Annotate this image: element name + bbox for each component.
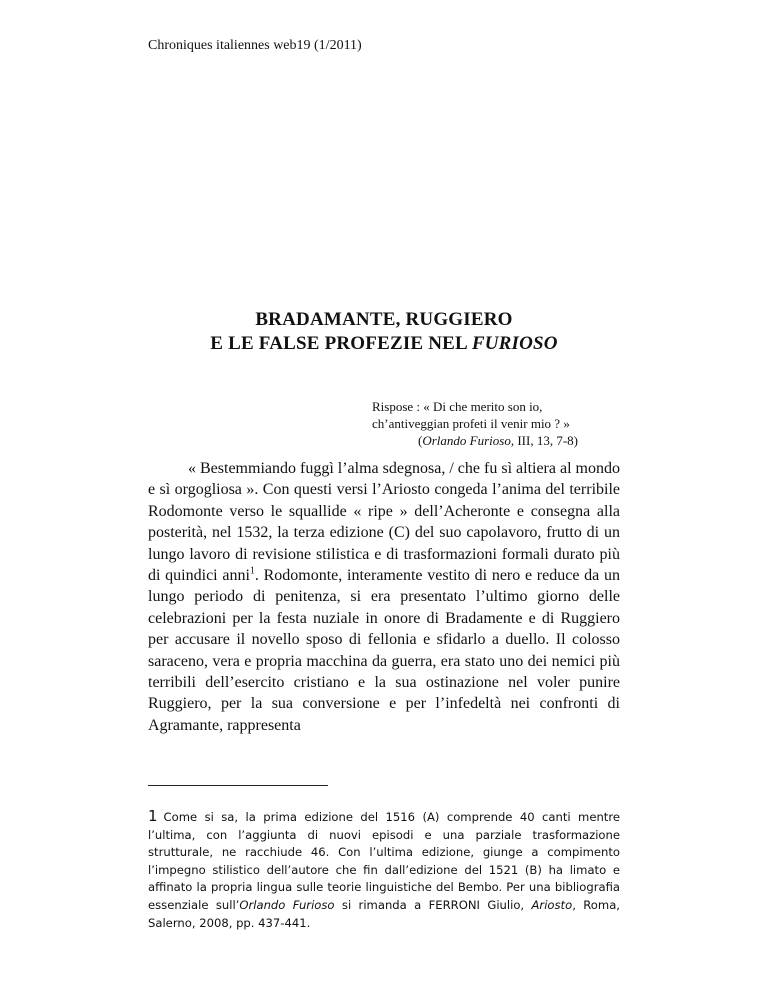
paragraph [148,458,620,736]
title-line-2 [0,332,768,356]
paragraph-text-part-2: . Rodomonte, interamente vestito di nero e reduce da un lungo periodo di penitenza, si era presentato l’ultimo giorno delle celebrazioni per la festa nuziale in onore di Bradamente e di Ruggiero per accusare il novello sposo di fellonia e sfidarlo a duello. Il colosso saraceno, vera e propria macchina da guerra, era stato uno dei nemici più terribili dell’esercito cristiano e la sua ostinazione nel voler punire Ruggiero, per la sua conversione e per l’infedeltà nei confronti di Agramante, rappresenta [148,567,620,734]
epigraph-line-2: ch’antiveggian profeti il venir mio ? » [372,416,570,431]
citation-reference: , III, 13, 7-8) [510,433,578,448]
epigraph-citation [372,432,578,449]
paragraph-text-part-1: « Bestemmiando fuggì l’alma sdegnosa, / che fu sì altiera al mondo e sì orgogliosa ». Con questi versi l’Ariosto congeda l’anima del terribile Rodomonte verso le squallide « ripe » dell’Acheronte e consegna alla posterità, nel 1532, la terza edizione (C) del suo capolavoro, frutto di un lungo lavoro di revisione stilistica e di trasformazioni formali durato più di quindici anni [148,460,620,585]
epigraph [372,398,578,449]
footnote-reference[interactable]: 1 [249,565,255,577]
body-text [148,458,620,736]
citation-title: Orlando Furioso [422,433,511,448]
title-line-2-prefix: E LE FALSE PROFEZIE NEL [210,333,472,354]
article-title [0,308,768,356]
epigraph-line-1: Rispose : « Di che merito son io, [372,399,543,414]
running-header: Chroniques italiennes web19 (1/2011) [148,38,362,53]
footnote [148,808,620,932]
footnote-number: 1 [148,807,158,825]
footnote-text-b: si rimanda a FERRONI Giulio, [334,897,532,912]
footnote-italic-a: Orlando Furioso [239,897,335,912]
title-line-2-italic: FURIOSO [471,333,558,354]
footnote-text-c: , Roma, Salerno, 2008, pp. 437-441. [148,897,620,930]
footnote-text-a: Come si sa, la prima edizione del 1516 (A) comprende 40 canti mentre l’ultima, con l’aggiunta di nuovi episodi e una parziale trasformazione strutturale, ne racchiude 46. Con l’ultima edizione, giunge a compimento l’impegno stilistico dell’autore che fin dall’edizione del 1521 (B) ha limato e affinato la propria lingua sulle teorie linguistiche del Bembo. Per una bibliografia essenziale sull’ [148,810,620,912]
title-line-1: BRADAMANTE, RUGGIERO [255,309,513,330]
footnote-separator [148,785,328,786]
citation-open: ( [418,433,423,448]
footnote-italic-b: Ariosto [531,897,573,912]
